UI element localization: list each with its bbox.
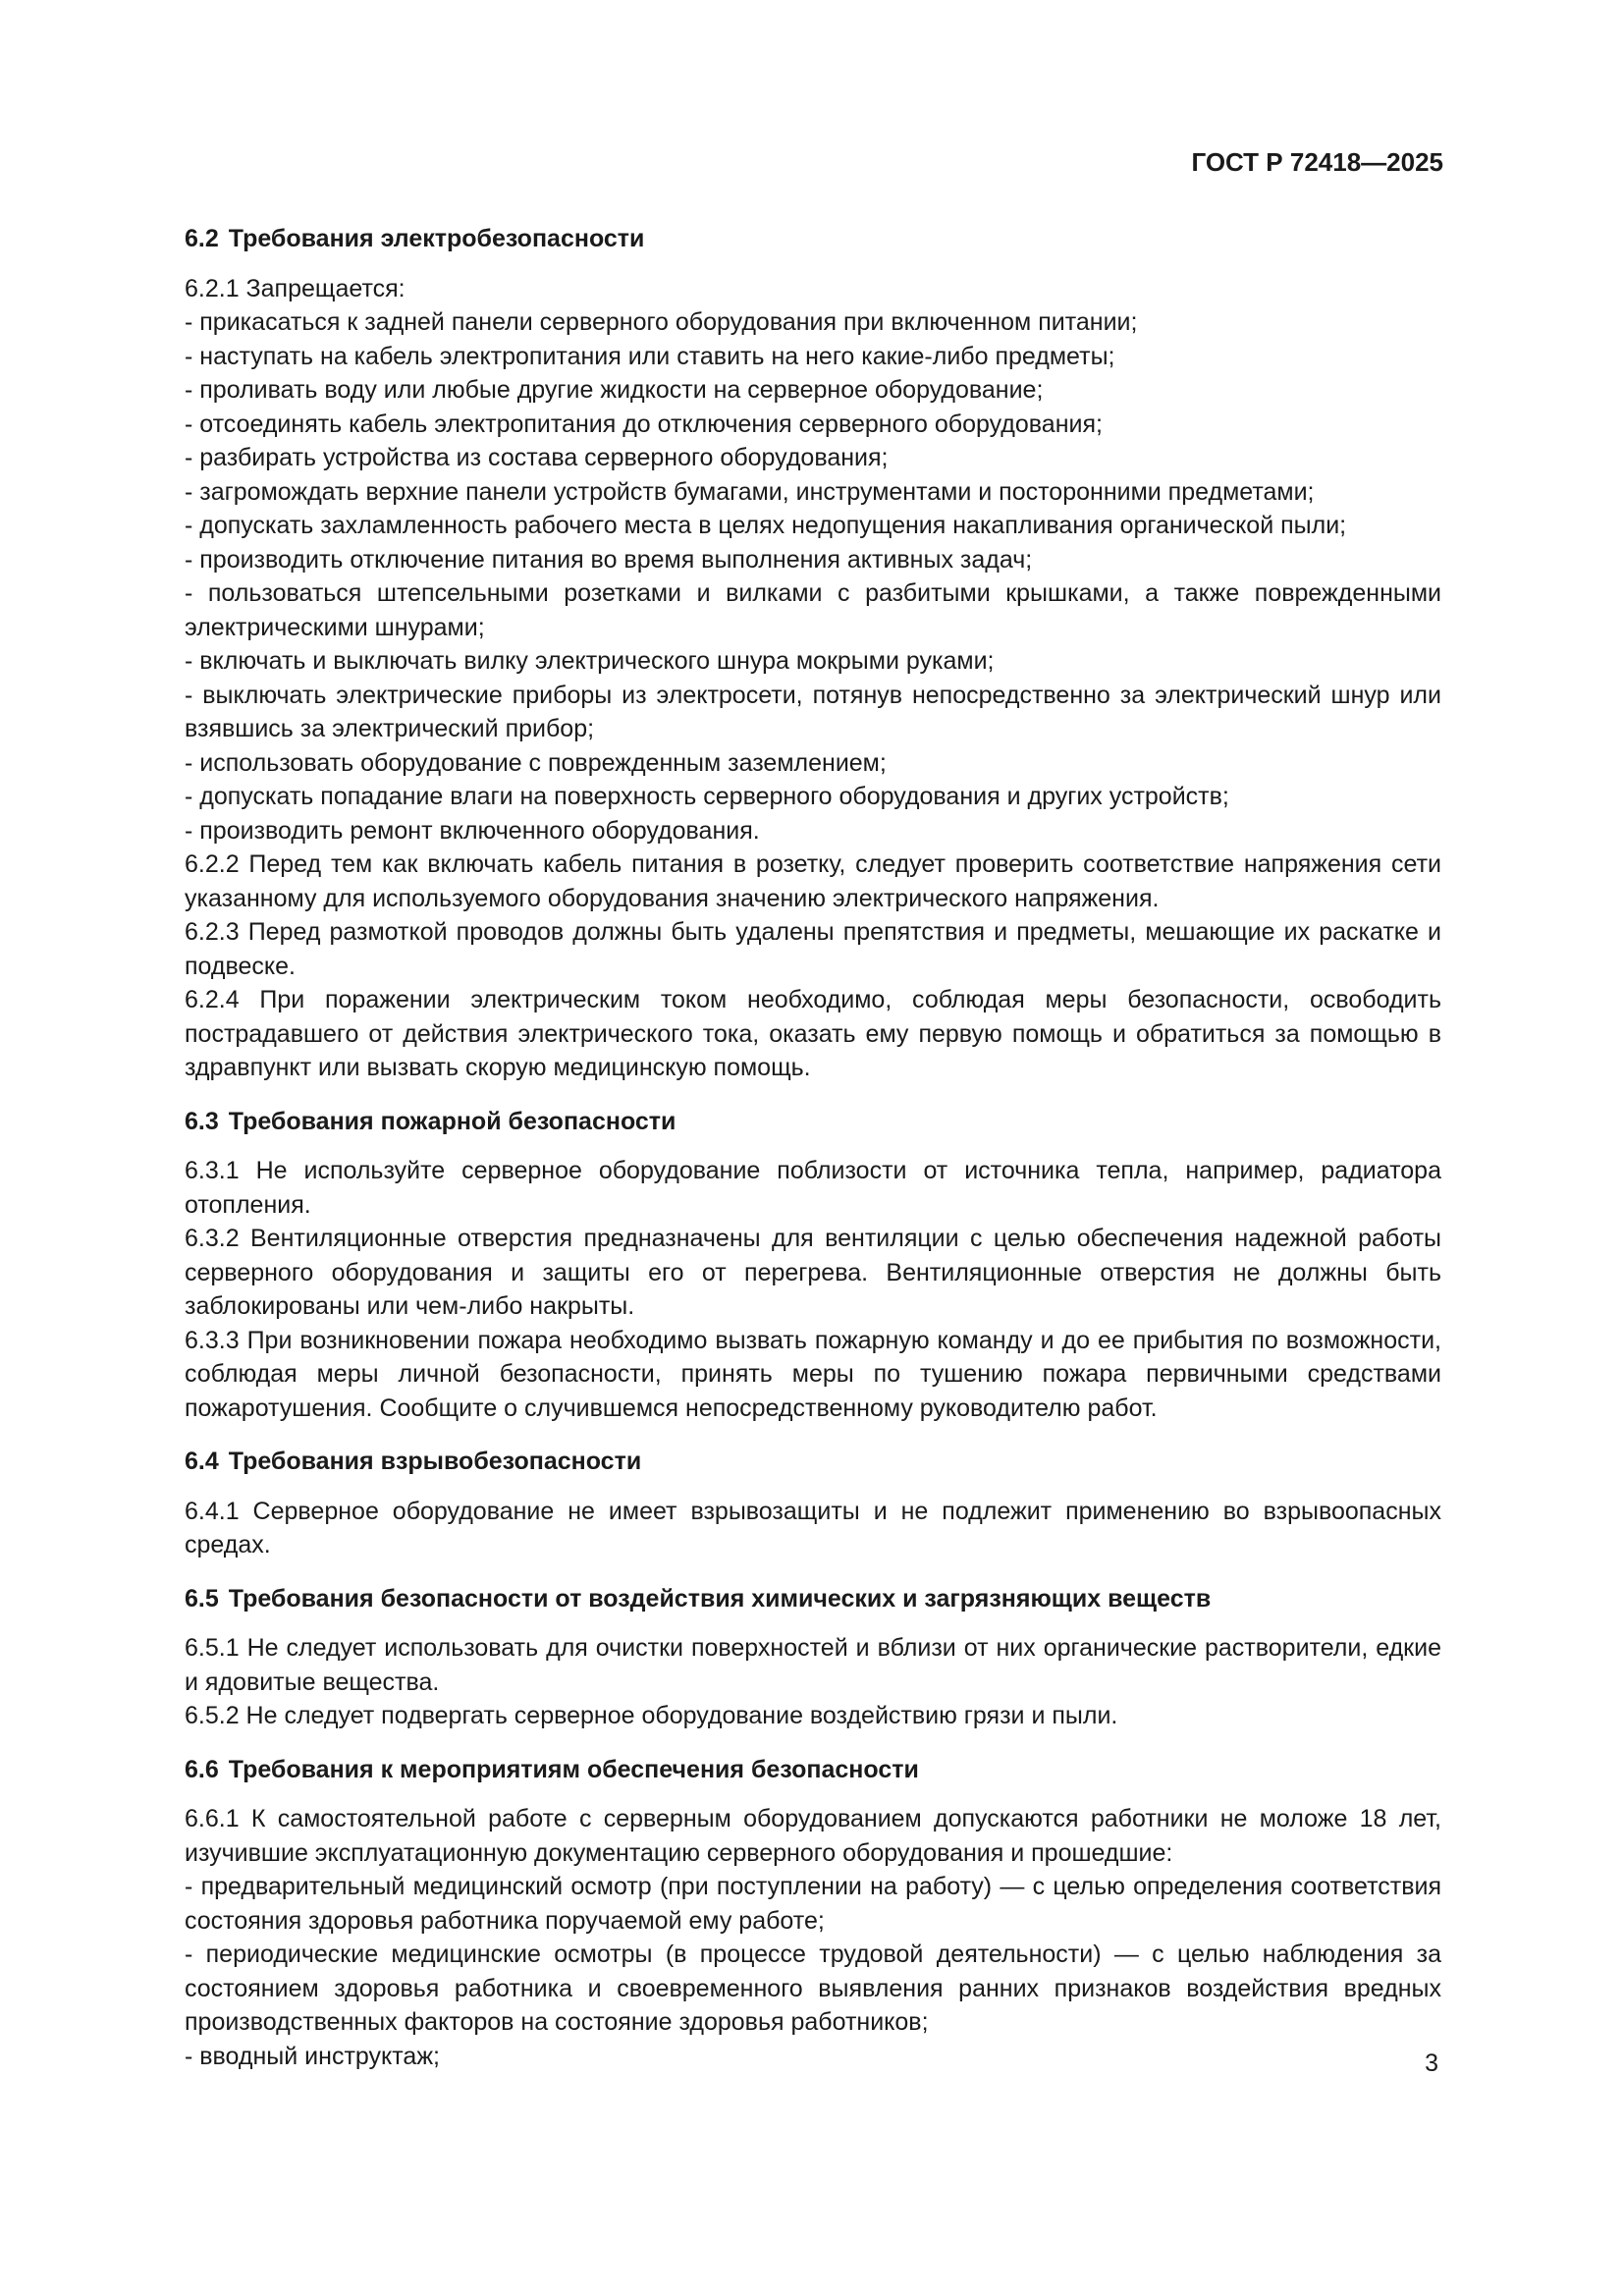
document-body (185, 222, 1441, 2093)
section-number: 6.5 (185, 1584, 219, 1613)
section-title: Требования электробезопасности (228, 225, 645, 252)
section-title: Требования безопасности от воздействия химических и загрязняющих веществ (228, 1584, 1212, 1613)
list-item: - допускать попадание влаги на поверхность серверного оборудования и других устройств; (185, 783, 1229, 810)
paragraph: 6.3.1 Не используйте серверное оборудование поблизости от источника тепла, например, радиатора отопления. (185, 1157, 1441, 1219)
section-6-2 (185, 222, 1441, 1085)
section-title: Требования к мероприятиям обеспечения безопасности (228, 1755, 919, 1783)
list-item: - периодические медицинские осмотры (в процессе трудовой деятельности) — с целью наблюдения за состоянием здоровья работника и своевременного выявления ранних признаков воздействия вредных производственных факторов на состояние здоровья работников; (185, 1941, 1441, 2036)
list-item: - отсоединять кабель электропитания до отключения серверного оборудования; (185, 410, 1103, 438)
list-item: - производить ремонт включенного оборудования. (185, 816, 760, 845)
paragraph: 6.3.3 При возникновении пожара необходимо вызвать пожарную команду и до ее прибытия по возможности, соблюдая меры личной безопасности, принять меры по тушению пожара первичными средствами пожаротушения. Сообщите о случившемся непосредственному руководителю работ. (185, 1326, 1441, 1422)
list-item: - включать и выключать вилку электрического шнура мокрыми руками; (185, 647, 995, 675)
list-item: - производить отключение питания во время выполнения активных задач; (185, 545, 1033, 574)
paragraph: 6.2.4 При поражении электрическим током необходимо, соблюдая меры безопасности, освободить пострадавшего от действия электрического тока, оказать ему первую помощь и обратиться за помощью в здравпункт или вызвать скорую медицинскую помощь. (185, 986, 1441, 1081)
section-number: 6.6 (185, 1755, 219, 1783)
list-item: - разбирать устройства из состава серверного оборудования; (185, 444, 889, 471)
list-item: - вводный инструктаж; (185, 2042, 440, 2070)
list-item: - выключать электрические приборы из электросети, потянув непосредственно за электрический шнур или взявшись за электрический прибор; (185, 681, 1441, 742)
list-item: - проливать воду или любые другие жидкости на серверное оборудование; (185, 376, 1044, 404)
document-code: ГОСТ Р 72418—2025 (1191, 147, 1443, 177)
paragraph: 6.4.1 Серверное оборудование не имеет взрывозащиты и не подлежит применению во взрывоопасных средах. (185, 1497, 1441, 1558)
paragraph: 6.3.2 Вентиляционные отверстия предназначены для вентиляции с целью обеспечения надежной работы серверного оборудования и защиты его от перегрева. Вентиляционные отверстия не должны быть заблокированы или чем-либо накрыты. (185, 1225, 1441, 1320)
paragraph: 6.5.2 Не следует подвергать серверное оборудование воздействию грязи и пыли. (185, 1702, 1118, 1729)
section-6-3 (185, 1105, 1441, 1426)
page-number: 3 (1425, 2050, 1438, 2077)
section-6-6 (185, 1753, 1441, 2074)
paragraph: 6.2.3 Перед размоткой проводов должны быть удалены препятствия и предметы, мешающие их раскатке и подвеске. (185, 918, 1441, 980)
section-number: 6.3 (185, 1107, 219, 1135)
section-heading (185, 1582, 1441, 1616)
list-item: - пользоваться штепсельными розетками и вилками с разбитыми крышками, а также поврежденными электрическими шнурами; (185, 579, 1441, 641)
section-number: 6.2 (185, 225, 219, 252)
section-heading (185, 1105, 1441, 1139)
section-6-5 (185, 1582, 1441, 1733)
paragraph: 6.6.1 К самостоятельной работе с серверным оборудованием допускаются работники не моложе 18 лет, изучившие эксплуатационную документацию серверного оборудования и прошедшие: (185, 1805, 1441, 1867)
section-number: 6.4 (185, 1448, 219, 1475)
section-heading (185, 1445, 1441, 1479)
list-item: - использовать оборудование с поврежденным заземлением; (185, 748, 887, 777)
section-title: Требования пожарной безопасности (228, 1107, 676, 1135)
section-6-4 (185, 1445, 1441, 1562)
list-item: - прикасаться к задней панели серверного оборудования при включенном питании; (185, 308, 1138, 336)
section-heading (185, 1753, 1441, 1787)
section-title: Требования взрывобезопасности (228, 1448, 642, 1475)
list-item: - загромождать верхние панели устройств бумагами, инструментами и посторонними предметами; (185, 477, 1315, 506)
paragraph: 6.5.1 Не следует использовать для очистки поверхностей и вблизи от них органические растворители, едкие и ядовитые вещества. (185, 1634, 1441, 1696)
section-heading (185, 222, 1441, 256)
paragraph: 6.2.2 Перед тем как включать кабель питания в розетку, следует проверить соответствие напряжения сети указанному для используемого оборудования значению электрического напряжения. (185, 850, 1441, 912)
paragraph: 6.2.1 Запрещается: (185, 274, 406, 302)
list-item: - наступать на кабель электропитания или ставить на него какие-либо предметы; (185, 342, 1115, 370)
list-item: - предварительный медицинский осмотр (при поступлении на работу) — с целью определения соответствия состояния здоровья работника поручаемой ему работе; (185, 1873, 1441, 1935)
list-item: - допускать захламленность рабочего места в целях недопущения накапливания органической пыли; (185, 512, 1347, 539)
